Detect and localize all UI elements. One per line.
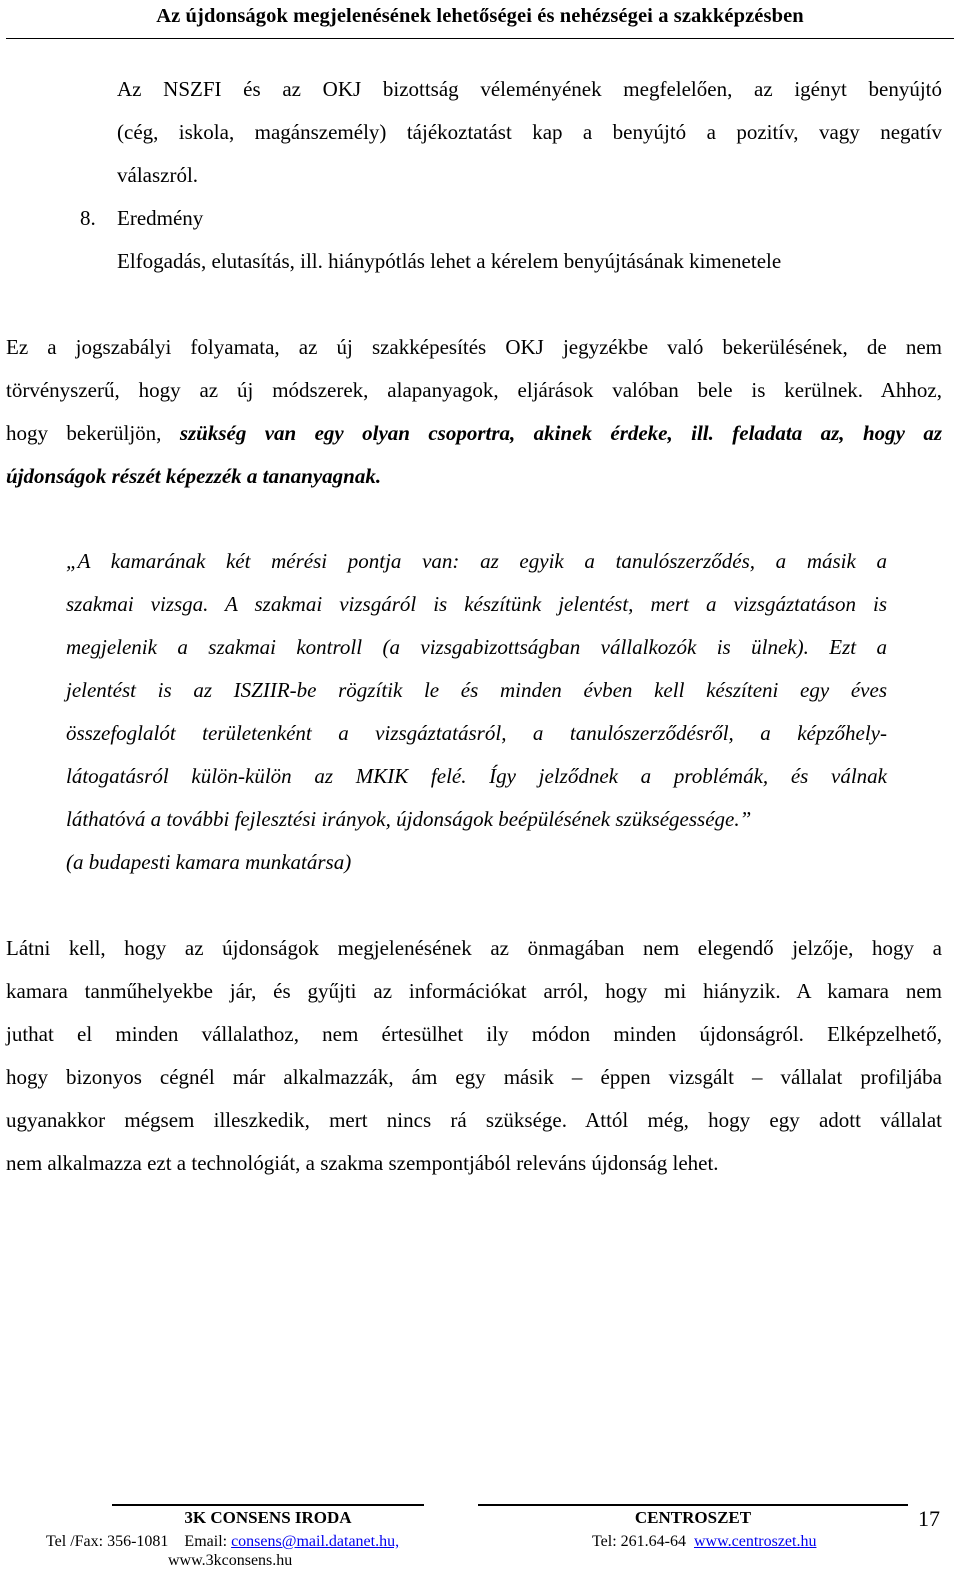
list-item-7-line: (cég, iskola, magánszemély) tájékoztatást kap a benyújtó a pozitív, vagy negatív bbox=[117, 120, 942, 144]
quote-line: megjelenik a szakmai kontroll (a vizsgabizottságban vállalkozók is ülnek). Ezt a bbox=[66, 635, 887, 659]
paragraph-line: hogy bizonyos cégnél már alkalmazzák, ám egy másik – éppen vizsgált – vállalat profiljába bbox=[6, 1065, 942, 1089]
paragraph-line: nem alkalmazza ezt a technológiát, a szakma szempontjából releváns újdonság lehet. bbox=[6, 1151, 719, 1175]
list-number: 8. bbox=[80, 206, 96, 230]
footer-email-label: Email: bbox=[184, 1533, 232, 1550]
list-item-text: Elfogadás, elutasítás, ill. hiánypótlás lehet a kérelem benyújtásának kimenetele bbox=[117, 249, 782, 273]
quote-line: láthatóvá a további fejlesztési irányok, újdonságok beépülésének szükségessége.” bbox=[66, 807, 752, 831]
paragraph-line: Ez a jogszabályi folyamata, az új szakképesítés OKJ jegyzékbe való bekerülésének, de nem bbox=[6, 335, 942, 359]
footer-phone: Tel /Fax: 356-1081 bbox=[46, 1533, 169, 1550]
header-rule bbox=[6, 38, 954, 39]
footer-phone-right: Tel: 261.64-64 bbox=[592, 1533, 686, 1550]
paragraph-line: kamara tanműhelyekbe jár, és gyűjti az információkat arról, hogy mi hiányzik. A kamara nem bbox=[6, 979, 942, 1003]
paragraph-text: hogy bekerüljön, bbox=[6, 421, 180, 445]
footer-contact-left bbox=[46, 1533, 399, 1551]
quote-line: szakmai vizsga. A szakmai vizsgáról is készítünk jelentést, mert a vizsgáztatáson is bbox=[66, 592, 887, 616]
paragraph-line: Látni kell, hogy az újdonságok megjelenésének az önmagában nem elegendő jelzője, hogy a bbox=[6, 936, 942, 960]
paragraph-line: ugyanakkor mégsem illeszkedik, mert nincs rá szüksége. Attól még, hogy egy adott vállalat bbox=[6, 1108, 942, 1132]
footer-contact-right bbox=[592, 1533, 816, 1551]
quote-attribution: (a budapesti kamara munkatársa) bbox=[66, 850, 352, 874]
page-header bbox=[0, 0, 960, 40]
footer-email-link[interactable]: consens@mail.datanet.hu, bbox=[231, 1533, 400, 1550]
list-item-7-line: Az NSZFI és az OKJ bizottság véleményének megfelelően, az igényt benyújtó bbox=[117, 77, 942, 101]
list-item-title: Eredmény bbox=[117, 206, 204, 230]
footer-web-right[interactable]: www.centroszet.hu bbox=[693, 1533, 817, 1550]
quote-line: jelentést is az ISZIIR-be rögzítik le és minden évben kell készíteni egy éves bbox=[66, 678, 887, 702]
footer-web-left[interactable]: www.3kconsens.hu bbox=[168, 1552, 293, 1569]
paragraph-line bbox=[6, 421, 942, 446]
page-number: 17 bbox=[918, 1506, 940, 1531]
footer-rule-left bbox=[112, 1504, 424, 1506]
quote-line: „A kamarának két mérési pontja van: az egyik a tanulószerződés, a másik a bbox=[66, 549, 887, 573]
emphasis-text: újdonságok részét képezzék a tananyagnak. bbox=[6, 464, 382, 488]
footer-org-left: 3K CONSENS IRODA bbox=[184, 1508, 352, 1527]
paragraph-line: törvényszerű, hogy az új módszerek, alapanyagok, eljárások valóban bele is kerülnek. Ahhoz, bbox=[6, 378, 942, 402]
list-item-7-line: válaszról. bbox=[117, 163, 199, 187]
quote-line: összefoglalót területenként a vizsgáztatásról, a tanulószerződésről, a képzőhely- bbox=[66, 721, 887, 745]
paragraph-line: juthat el minden vállalathoz, nem értesülhet ily módon minden újdonságról. Elképzelhető, bbox=[6, 1022, 942, 1046]
emphasis-text: szükség van egy olyan csoportra, akinek érdeke, ill. feladata az, hogy az bbox=[179, 421, 942, 445]
running-title: Az újdonságok megjelenésének lehetőségei és nehézségei a szakképzésben bbox=[156, 5, 804, 27]
footer-rule-right bbox=[478, 1504, 908, 1506]
quote-line: látogatásról külön-külön az MKIK felé. Így jelződnek a problémák, és válnak bbox=[66, 764, 887, 788]
footer-org-right: CENTROSZET bbox=[634, 1508, 752, 1527]
